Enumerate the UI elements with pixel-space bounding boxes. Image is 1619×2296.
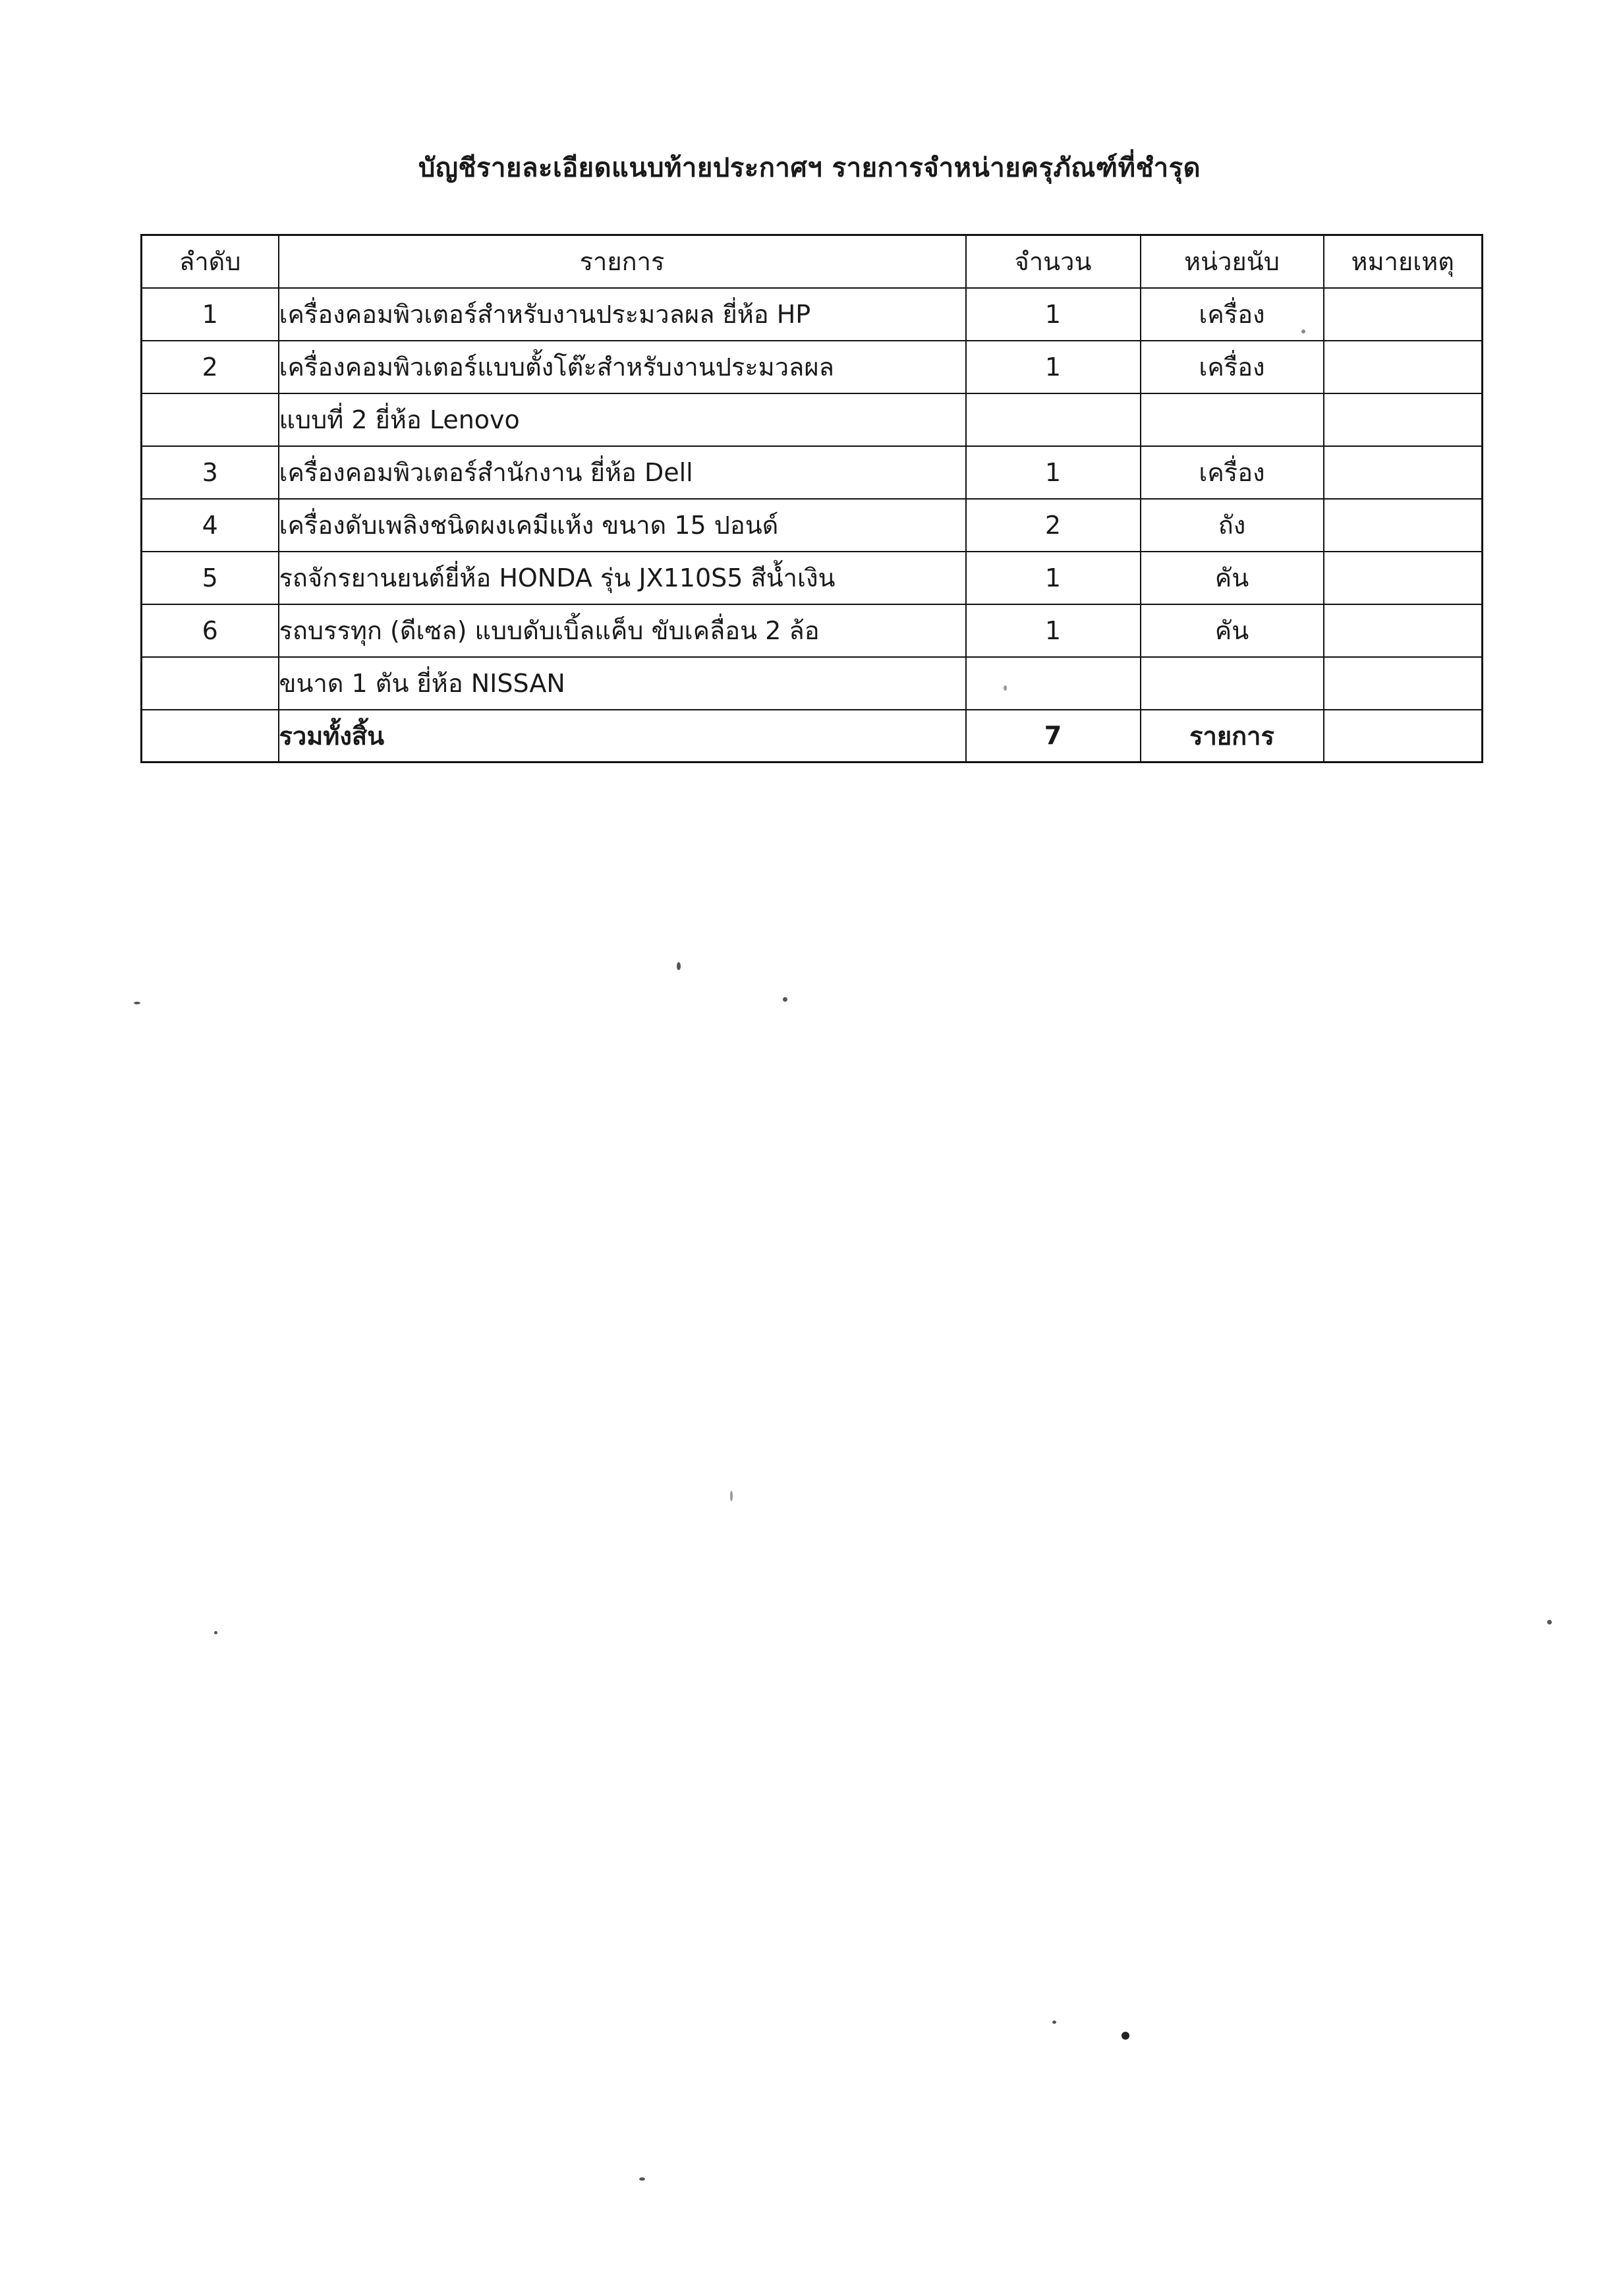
row-no bbox=[142, 657, 279, 710]
row-unit bbox=[1141, 393, 1324, 446]
scan-speck bbox=[214, 1631, 217, 1634]
row-quantity: 1 bbox=[966, 446, 1141, 499]
row-description: เครื่องดับเพลิงชนิดผงเคมีแห้ง ขนาด 15 ปอนด์ bbox=[279, 499, 966, 552]
row-unit: ถัง bbox=[1141, 499, 1324, 552]
scan-speck bbox=[1547, 1620, 1552, 1624]
row-remark bbox=[1324, 393, 1483, 446]
scan-speck bbox=[1122, 2032, 1129, 2040]
row-no bbox=[142, 393, 279, 446]
disposal-items-table bbox=[140, 234, 1483, 763]
page-title: บัญชีรายละเอียดแนบท้ายประกาศฯ รายการจำหน่ายครุภัณฑ์ที่ชำรุด bbox=[418, 153, 1201, 183]
table-header-row bbox=[142, 235, 1483, 288]
row-unit: เครื่อง bbox=[1141, 446, 1324, 499]
table-row bbox=[142, 446, 1483, 499]
scan-speck bbox=[639, 2177, 645, 2181]
scan-speck bbox=[1004, 685, 1007, 691]
row-description: แบบที่ 2 ยี่ห้อ Lenovo bbox=[279, 393, 966, 446]
row-unit: คัน bbox=[1141, 604, 1324, 657]
table-row bbox=[142, 552, 1483, 604]
row-description: เครื่องคอมพิวเตอร์สำนักงาน ยี่ห้อ Dell bbox=[279, 446, 966, 499]
scan-speck bbox=[134, 1002, 140, 1004]
table-row bbox=[142, 499, 1483, 552]
row-no: 3 bbox=[142, 446, 279, 499]
row-no: 1 bbox=[142, 288, 279, 341]
row-quantity: 1 bbox=[966, 604, 1141, 657]
row-quantity: 1 bbox=[966, 341, 1141, 393]
row-quantity: 1 bbox=[966, 552, 1141, 604]
header-quantity: จำนวน bbox=[966, 235, 1141, 288]
row-remark bbox=[1324, 499, 1483, 552]
row-unit bbox=[1141, 657, 1324, 710]
scan-speck bbox=[677, 962, 681, 970]
table-row bbox=[142, 604, 1483, 657]
row-no: 6 bbox=[142, 604, 279, 657]
table-row bbox=[142, 393, 1483, 446]
table-row bbox=[142, 288, 1483, 341]
row-description: เครื่องคอมพิวเตอร์แบบตั้งโต๊ะสำหรับงานประมวลผล bbox=[279, 341, 966, 393]
total-no-cell bbox=[142, 710, 279, 762]
table-row bbox=[142, 657, 1483, 710]
total-label: รวมทั้งสิ้น bbox=[279, 710, 966, 762]
row-quantity: 1 bbox=[966, 288, 1141, 341]
scan-speck bbox=[783, 997, 787, 1002]
header-description: รายการ bbox=[279, 235, 966, 288]
row-remark bbox=[1324, 288, 1483, 341]
row-description: ขนาด 1 ตัน ยี่ห้อ NISSAN bbox=[279, 657, 966, 710]
row-unit: คัน bbox=[1141, 552, 1324, 604]
row-description: เครื่องคอมพิวเตอร์สำหรับงานประมวลผล ยี่ห้อ HP bbox=[279, 288, 966, 341]
row-unit: เครื่อง bbox=[1141, 341, 1324, 393]
row-no: 5 bbox=[142, 552, 279, 604]
row-no: 4 bbox=[142, 499, 279, 552]
total-remark-cell bbox=[1324, 710, 1483, 762]
header-unit: หน่วยนับ bbox=[1141, 235, 1324, 288]
row-remark bbox=[1324, 341, 1483, 393]
total-row bbox=[142, 710, 1483, 762]
total-unit: รายการ bbox=[1141, 710, 1324, 762]
scan-speck bbox=[1301, 330, 1305, 333]
row-description: รถจักรยานยนต์ยี่ห้อ HONDA รุ่น JX110S5 สีน้ำเงิน bbox=[279, 552, 966, 604]
row-remark bbox=[1324, 657, 1483, 710]
header-remark: หมายเหตุ bbox=[1324, 235, 1483, 288]
row-remark bbox=[1324, 552, 1483, 604]
row-quantity bbox=[966, 393, 1141, 446]
total-quantity: 7 bbox=[966, 710, 1141, 762]
row-remark bbox=[1324, 604, 1483, 657]
row-quantity: 2 bbox=[966, 499, 1141, 552]
scan-speck bbox=[730, 1491, 733, 1501]
row-quantity bbox=[966, 657, 1141, 710]
header-no: ลำดับ bbox=[142, 235, 279, 288]
row-remark bbox=[1324, 446, 1483, 499]
row-description: รถบรรทุก (ดีเซล) แบบดับเบิ้ลแค็บ ขับเคลื่อน 2 ล้อ bbox=[279, 604, 966, 657]
scan-speck bbox=[1052, 2021, 1056, 2024]
table-row bbox=[142, 341, 1483, 393]
row-no: 2 bbox=[142, 341, 279, 393]
row-unit: เครื่อง bbox=[1141, 288, 1324, 341]
